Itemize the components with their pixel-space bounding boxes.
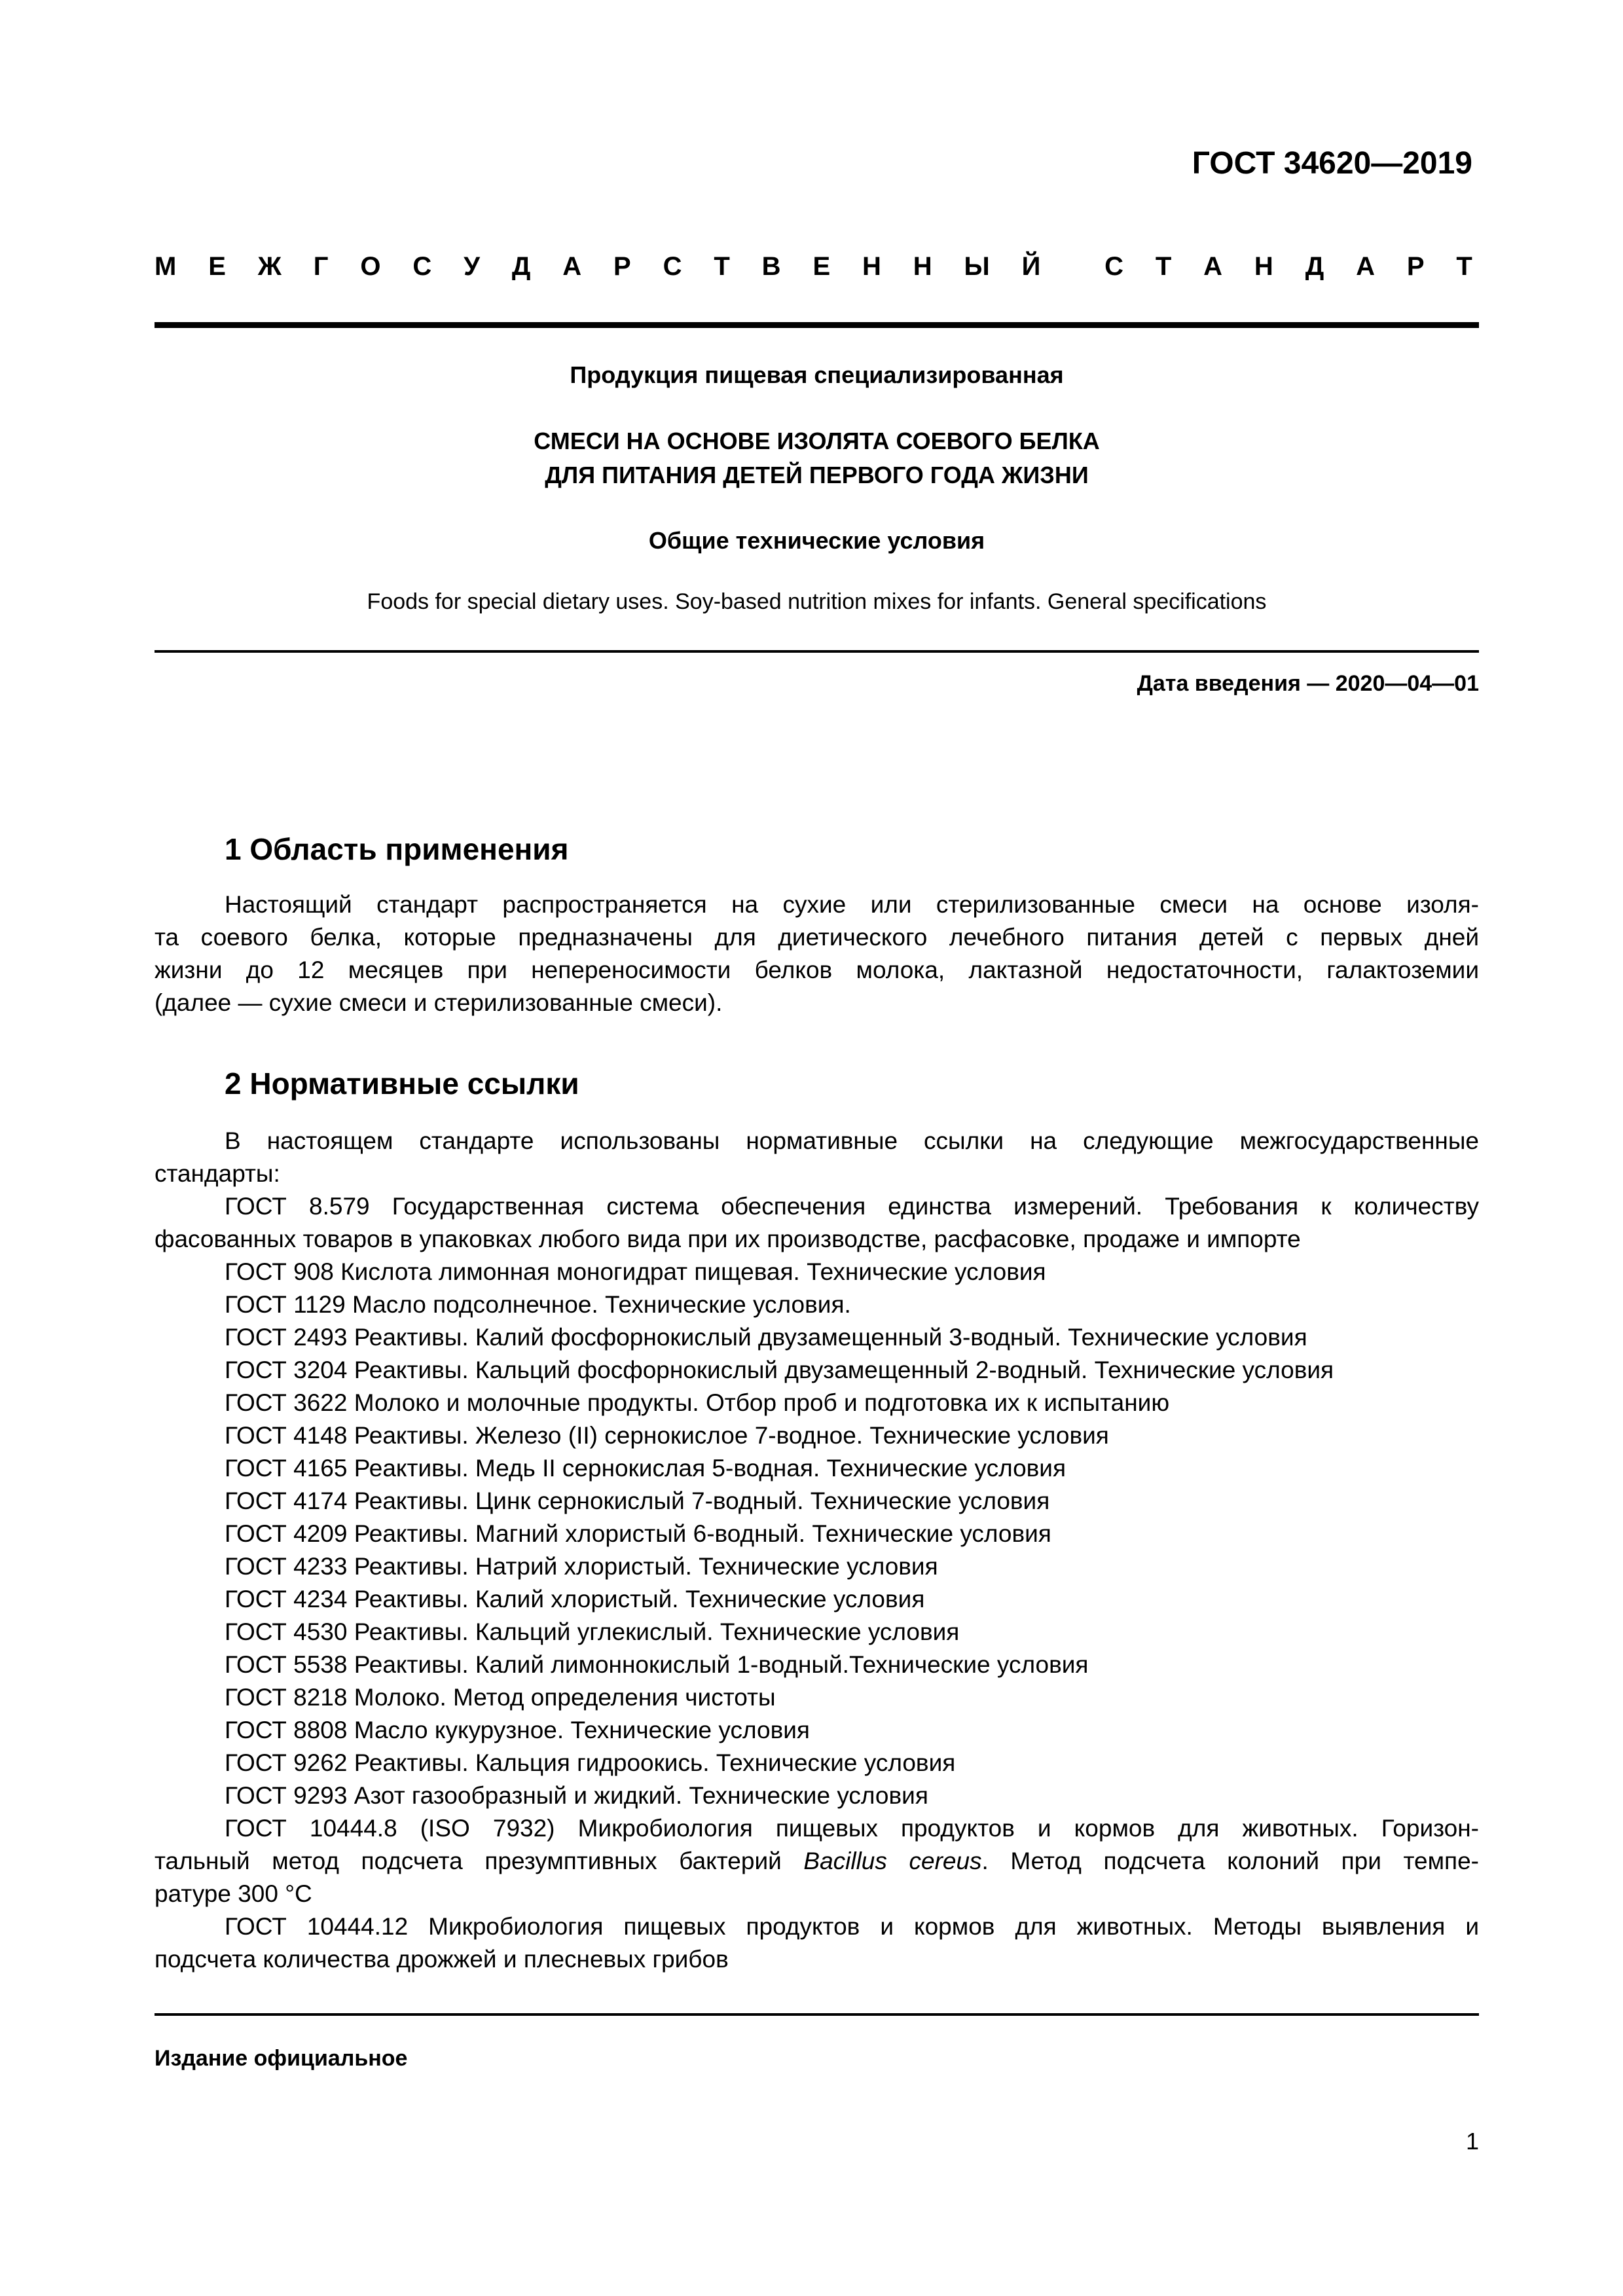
section-2-body: [155, 1125, 1479, 1976]
heading-letter: Н: [913, 252, 932, 281]
heading-letter: Р: [613, 252, 631, 281]
reference-line: ГОСТ 5538 Реактивы. Калий лимоннокислый 1-водный.Технические условия: [225, 1651, 1089, 1678]
section-1-line: (далее — сухие смеси и стерилизованные смеси).: [155, 989, 723, 1016]
section-1-line: та соевого белка, которые предназначены для диетического лечебного питания детей с первых дней: [155, 924, 1479, 951]
page-number: 1: [1465, 2128, 1479, 2155]
reference-line: ГОСТ 4530 Реактивы. Кальций углекислый. Технические условия: [225, 1618, 960, 1645]
heading-letter: А: [562, 252, 582, 281]
reference-text: тальный метод подсчета презумптивных бактерий: [155, 1848, 804, 1874]
reference-line: ГОСТ 9262 Реактивы. Кальция гидроокись. Технические условия: [225, 1749, 956, 1776]
reference-line: ГОСТ 8218 Молоко. Метод определения чистоты: [225, 1684, 776, 1711]
reference-line: фасованных товаров в упаковках любого вида при их производстве, расфасовке, продаже и импорте: [155, 1226, 1301, 1252]
reference-text: . Метод подсчета колоний при темпе-: [981, 1848, 1479, 1874]
section-2-intro-line: В настоящем стандарте использованы нормативные ссылки на следующие межгосударственные: [225, 1127, 1479, 1154]
product-category: Продукция пищевая специализированная: [570, 361, 1064, 388]
title-rule: [155, 650, 1479, 653]
reference-line: ГОСТ 4148 Реактивы. Железо (II) сернокислое 7-водное. Технические условия: [225, 1422, 1109, 1449]
heading-letter: Н: [862, 252, 881, 281]
heading-letter: У: [464, 252, 481, 281]
reference-line: ратуре 300 °С: [155, 1880, 312, 1907]
heading-letter: Т: [1155, 252, 1172, 281]
reference-line: ГОСТ 4165 Реактивы. Медь II сернокислая 5-водная. Технические условия: [225, 1455, 1067, 1482]
heading-letter: Е: [812, 252, 831, 281]
heading-letter: Г: [313, 252, 329, 281]
section-1-line: Настоящий стандарт распространяется на сухие или стерилизованные смеси на основе изоля-: [225, 891, 1479, 918]
heading-letter: А: [1356, 252, 1375, 281]
section-2-heading: 2 Нормативные ссылки: [225, 1066, 579, 1101]
heading-letter: Ж: [257, 252, 282, 281]
section-2-intro-line: стандарты:: [155, 1160, 280, 1187]
heading-letter: О: [360, 252, 381, 281]
reference-line: ГОСТ 4209 Реактивы. Магний хлористый 6-водный. Технические условия: [225, 1520, 1051, 1547]
heading-letter: Н: [1254, 252, 1273, 281]
reference-line: ГОСТ 2493 Реактивы. Калий фосфорнокислый двузамещенный 3-водный. Технические условия: [225, 1324, 1307, 1351]
heading-letter: Д: [1305, 252, 1324, 281]
reference-line: ГОСТ 9293 Азот газообразный и жидкий. Технические условия: [225, 1782, 928, 1809]
section-1-body: [155, 888, 1479, 1019]
document-title: [155, 424, 1479, 492]
reference-line: ГОСТ 10444.12 Микробиология пищевых продуктов и кормов для животных. Методы выявления и: [225, 1913, 1479, 1940]
reference-line: ГОСТ 4174 Реактивы. Цинк сернокислый 7-водный. Технические условия: [225, 1487, 1050, 1514]
heading-letter: Ы: [964, 252, 990, 281]
introduction-date: Дата введения — 2020—04—01: [1137, 671, 1479, 696]
heading-letter: С: [663, 252, 682, 281]
document-title-line-1: СМЕСИ НА ОСНОВЕ ИЗОЛЯТА СОЕВОГО БЕЛКА: [534, 428, 1100, 454]
bacteria-name: Bacillus cereus: [803, 1848, 982, 1874]
reference-line: ГОСТ 908 Кислота лимонная моногидрат пищевая. Технические условия: [225, 1258, 1046, 1285]
reference-list: [155, 1256, 1479, 1812]
heading-letter: Т: [1456, 252, 1472, 281]
heading-letter: С: [412, 252, 432, 281]
reference-line: ГОСТ 8.579 Государственная система обеспечения единства измерений. Требования к количеству: [225, 1193, 1479, 1220]
reference-line: ГОСТ 3622 Молоко и молочные продукты. Отбор проб и подготовка их к испытанию: [225, 1389, 1170, 1416]
section-1-line: жизни до 12 месяцев при непереносимости белков молока, лактазной недостаточности, галактоземии: [155, 957, 1479, 983]
reference-line: подсчета количества дрожжей и плесневых грибов: [155, 1946, 729, 1973]
reference-line: ГОСТ 4234 Реактивы. Калий хлористый. Технические условия: [225, 1586, 925, 1613]
reference-line: ГОСТ 3204 Реактивы. Кальций фосфорнокислый двузамещенный 2-водный. Технические условия: [225, 1357, 1334, 1383]
english-title: Foods for special dietary uses. Soy-based nutrition mixes for infants. General specifications: [367, 589, 1267, 614]
heading-letter: С: [1104, 252, 1123, 281]
heading-letter: Д: [511, 252, 531, 281]
interstate-standard-heading: [155, 252, 1472, 282]
heading-letter: М: [155, 252, 177, 281]
reference-line: ГОСТ 1129 Масло подсолнечное. Технические условия.: [225, 1291, 851, 1318]
reference-line: [155, 1845, 1479, 1878]
reference-line: ГОСТ 4233 Реактивы. Натрий хлористый. Технические условия: [225, 1553, 938, 1580]
reference-line: ГОСТ 8808 Масло кукурузное. Технические условия: [225, 1717, 810, 1743]
heading-letter: А: [1203, 252, 1223, 281]
heading-letter: Й: [1021, 252, 1041, 281]
header-rule: [155, 322, 1479, 328]
heading-letter: Р: [1406, 252, 1425, 281]
document-subtitle: Общие технические условия: [648, 527, 985, 554]
reference-line: ГОСТ 10444.8 (ISO 7932) Микробиология пищевых продуктов и кормов для животных. Горизон-: [225, 1815, 1479, 1842]
heading-letter: Т: [714, 252, 730, 281]
heading-letter: В: [761, 252, 781, 281]
official-edition-label: Издание официальное: [155, 2046, 408, 2071]
document-number: ГОСТ 34620—2019: [1192, 146, 1472, 181]
document-title-line-2: ДЛЯ ПИТАНИЯ ДЕТЕЙ ПЕРВОГО ГОДА ЖИЗНИ: [545, 462, 1089, 488]
footer-rule: [155, 2013, 1479, 2016]
heading-letter: Е: [208, 252, 226, 281]
section-1-heading: 1 Область применения: [225, 832, 569, 866]
